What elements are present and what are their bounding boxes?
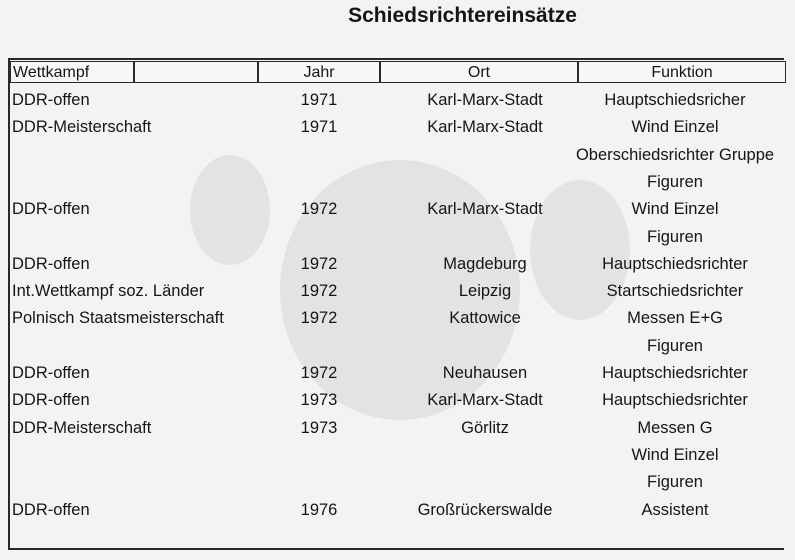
cell-jahr: 1972 [300,282,338,301]
referee-table [8,58,784,550]
cell-ort: Großrückerswalde [417,500,553,519]
table-row [10,305,786,332]
table-header [10,61,786,85]
cell-funktion: Figuren [647,172,703,191]
cell-ort: Karl-Marx-Stadt [427,200,543,219]
table-row [10,278,786,305]
cell-funktion: Messen E+G [627,309,723,328]
cell-wettkampf: Polnisch Staatsmeisterschaft [12,309,224,328]
cell-funktion: Wind Einzel [631,118,719,137]
cell-ort: Karl-Marx-Stadt [427,391,543,410]
cell-funktion: Assistent [641,500,709,519]
cell-ort: Magdeburg [443,254,527,273]
cell-funktion: Figuren [647,473,703,492]
table-row [10,415,786,442]
cell-jahr: 1976 [300,500,338,519]
table-row [10,387,786,414]
cell-jahr: 1972 [300,309,338,328]
cell-jahr: 1973 [300,418,338,437]
cell-wettkampf: DDR-Meisterschaft [12,118,152,137]
table-row [10,142,786,169]
cell-jahr: 1973 [300,391,338,410]
cell-wettkampf: DDR-offen [12,200,90,219]
header-ort: Ort [380,61,578,83]
table-row [10,87,786,114]
cell-wettkampf: DDR-offen [12,254,90,273]
cell-wettkampf: DDR-offen [12,364,90,382]
table-row [10,360,786,387]
cell-jahr: 1972 [300,364,338,382]
cell-wettkampf: DDR-Meisterschaft [12,418,152,437]
header-jahr: Jahr [258,61,380,83]
header-wettkampf: Wettkampf [10,61,134,83]
table-row [10,224,786,251]
cell-jahr: 1972 [300,254,338,273]
header-spacer [134,61,258,83]
table-row [10,251,786,278]
cell-wettkampf: DDR-offen [12,500,90,519]
table-row [10,442,786,469]
table-row [10,169,786,196]
cell-funktion: Hauptschiedsrichter [602,391,748,410]
cell-ort: Leipzig [458,282,512,301]
cell-ort: Kattowice [449,309,521,328]
cell-ort: Görlitz [461,418,509,437]
table-row [10,196,786,223]
cell-wettkampf: Int.Wettkampf soz. Länder [12,282,205,301]
table-row [10,497,786,524]
header-funktion: Funktion [578,61,786,83]
cell-jahr: 1971 [300,118,338,137]
cell-ort: Karl-Marx-Stadt [427,118,543,137]
cell-wettkampf: DDR-offen [12,91,90,109]
cell-funktion: Hauptschiedsrichter [602,364,748,382]
cell-wettkampf: DDR-offen [12,391,90,410]
cell-ort: Karl-Marx-Stadt [427,91,543,109]
cell-funktion: Figuren [647,336,703,355]
cell-funktion: Wind Einzel [631,200,719,219]
table-row [10,469,786,496]
page-title: Schiedsrichtereinsätze [348,4,577,27]
cell-funktion: Startschiedsrichter [606,282,744,301]
cell-funktion: Oberschiedsrichter Gruppe [575,145,775,164]
cell-funktion: Hauptschiedsrichter [602,254,748,273]
cell-funktion: Wind Einzel [631,445,719,464]
cell-ort: Neuhausen [442,364,528,382]
cell-funktion: Hauptschiedsricher [604,91,746,109]
cell-funktion: Messen G [637,418,713,437]
cell-funktion: Figuren [647,227,703,246]
table-row [10,114,786,141]
table-row [10,333,786,360]
cell-jahr: 1972 [300,200,338,219]
cell-jahr: 1971 [300,91,338,109]
